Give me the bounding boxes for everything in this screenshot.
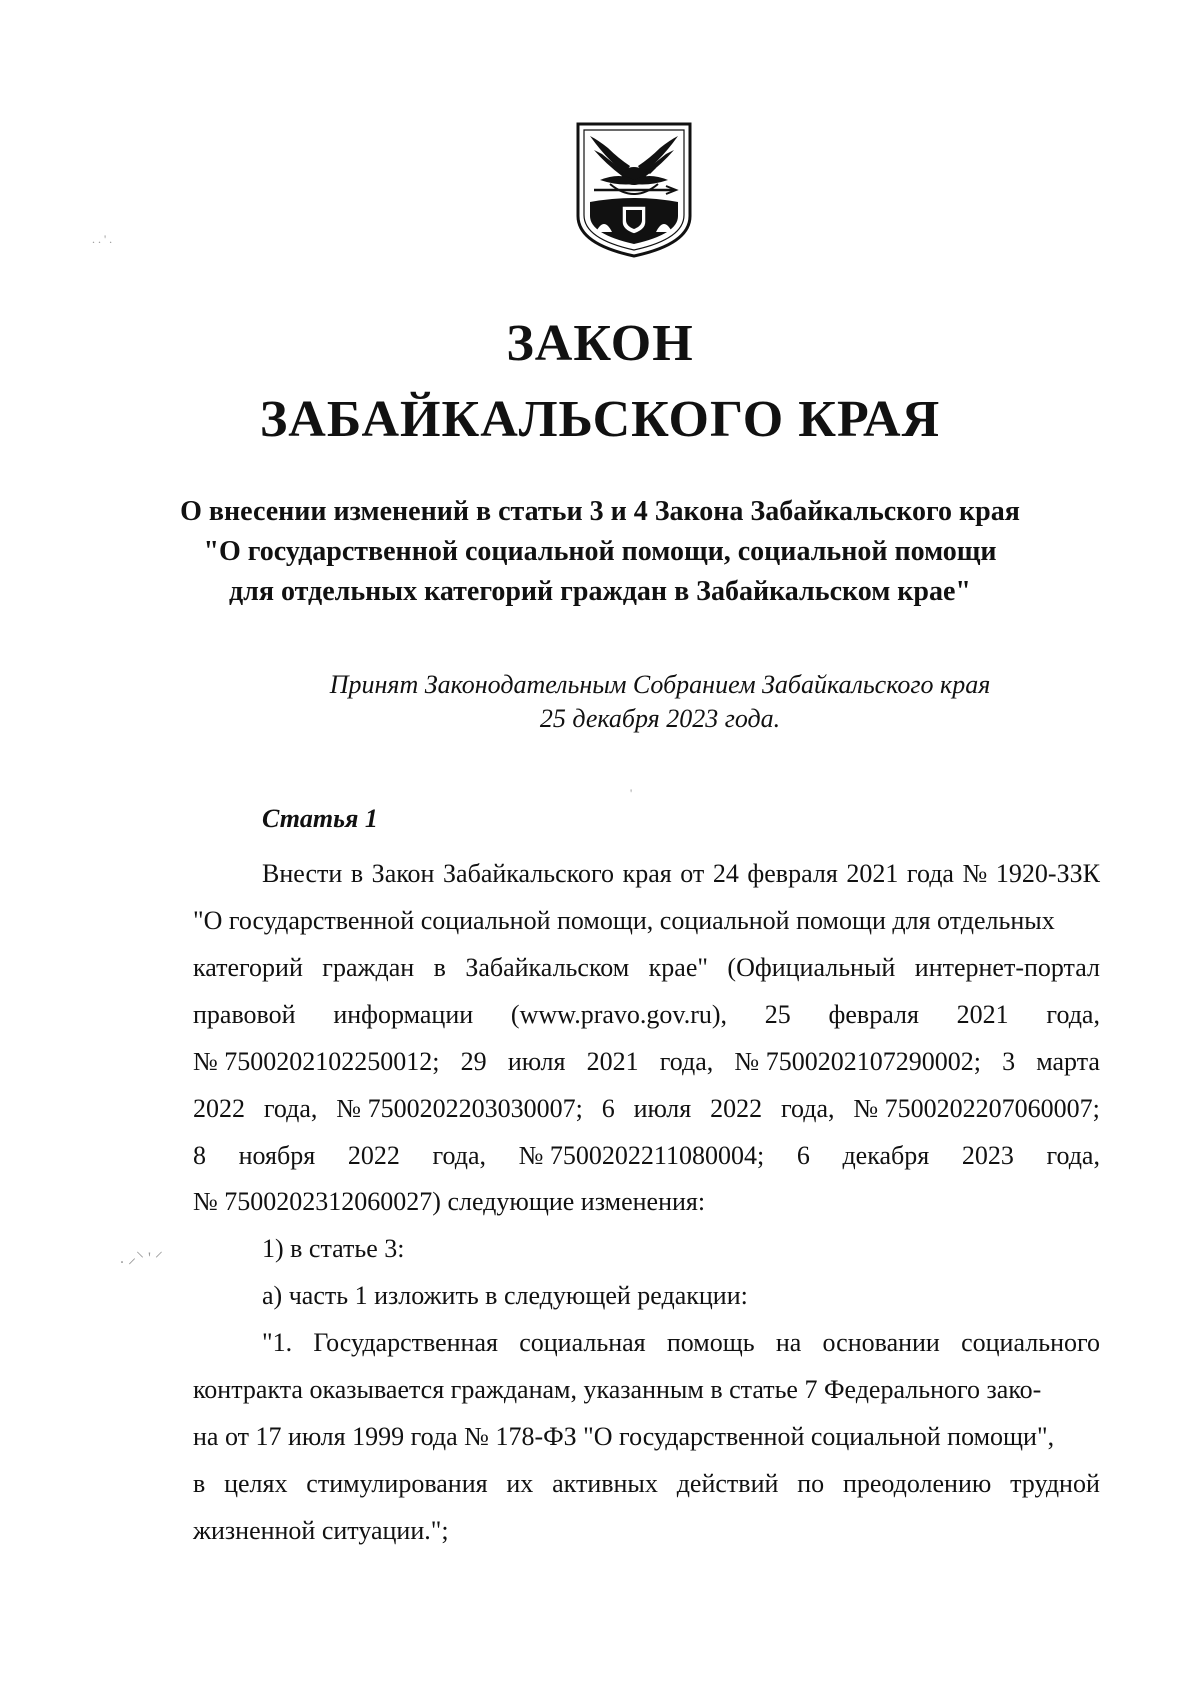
intro-word: 2022 <box>193 1094 245 1123</box>
quote-word: на от 17 июля 1999 года № 178-ФЗ "О государственной социальной помощи", <box>193 1422 1055 1451</box>
quote-line <box>193 1319 1100 1366</box>
intro-word: информации <box>333 1000 474 1029</box>
intro-word: 8 <box>193 1141 206 1170</box>
scan-speck: ' <box>630 786 633 800</box>
quote-word: контракта оказывается гражданам, указанным в статье 7 Федерального зако- <box>193 1375 1042 1404</box>
quote-word: основании <box>822 1328 940 1357</box>
intro-word: 3 <box>1002 1047 1016 1076</box>
intro-word: № 7500202107290002; <box>734 1047 981 1076</box>
adoption-line: Принят Законодательным Собранием Забайкальского края <box>329 670 991 699</box>
item-1 <box>193 1225 1100 1272</box>
intro-line <box>193 1132 1100 1179</box>
quote-last-line: жизненной ситуации."; <box>193 1516 449 1545</box>
item-1-text: 1) в статье 3: <box>262 1234 405 1263</box>
intro-word: ноября <box>238 1141 316 1170</box>
quote-word: активных <box>552 1469 658 1498</box>
quote-word: социальная <box>519 1328 646 1357</box>
quote-line <box>193 1460 1100 1507</box>
intro-word: марта <box>1036 1047 1100 1076</box>
quote-word: помощь <box>666 1328 755 1357</box>
quote-line <box>193 1366 1100 1413</box>
intro-word: июля <box>507 1047 566 1076</box>
article-heading: Статья 1 <box>262 804 378 833</box>
intro-word: 2021 <box>586 1047 639 1076</box>
adoption-note <box>300 668 1020 736</box>
quote-line <box>193 1413 1100 1460</box>
intro-word: № 7500202207060007; <box>853 1094 1100 1123</box>
intro-word: года, <box>780 1094 835 1123</box>
item-1a <box>193 1272 1100 1319</box>
quote-word: целях <box>224 1469 288 1498</box>
intro-line <box>193 1038 1100 1085</box>
intro-word: Забайкальском <box>465 953 630 982</box>
quote-word: действий <box>676 1469 779 1498</box>
intro-word: от <box>680 859 705 888</box>
quote-word: на <box>775 1328 802 1357</box>
intro-word: (www.pravo.gov.ru), <box>510 1000 728 1029</box>
intro-word: года, <box>1046 1000 1100 1029</box>
intro-line <box>193 850 1100 897</box>
intro-word: декабря <box>842 1141 930 1170</box>
coat-of-arms-emblem <box>570 120 698 260</box>
adoption-date: 25 декабря 2023 года. <box>539 704 781 733</box>
intro-word: "О государственной социальной помощи, социальной помощи для отдельных <box>193 906 1055 935</box>
intro-word: 2022 <box>710 1094 763 1123</box>
intro-word: (Официальный <box>727 953 896 982</box>
intro-last-line: № 7500202312060027) следующие изменения: <box>193 1187 706 1216</box>
quoted-amendment <box>193 1319 1100 1554</box>
intro-word: 2023 <box>961 1141 1014 1170</box>
law-region-title: ЗАБАЙКАЛЬСКОГО КРАЯ <box>259 391 941 448</box>
intro-word: 6 <box>601 1094 615 1123</box>
intro-word: категорий <box>193 953 303 982</box>
quote-word: Государственная <box>313 1328 498 1357</box>
quote-word: "1. <box>262 1328 293 1357</box>
intro-word: № <box>962 859 988 888</box>
intro-word: 6 <box>796 1141 810 1170</box>
intro-word: февраля <box>747 859 838 888</box>
quote-word: их <box>506 1469 534 1498</box>
intro-word: 25 <box>764 1000 791 1029</box>
intro-word: февраля <box>828 1000 919 1029</box>
quote-word: трудной <box>1010 1469 1100 1498</box>
intro-line <box>193 991 1100 1038</box>
intro-word: крае" <box>648 953 708 982</box>
quote-word: по <box>797 1469 825 1498</box>
intro-word: Внести <box>262 859 343 888</box>
intro-word: года <box>906 859 954 888</box>
subject-line: "О государственной социальной помощи, социальной помощи <box>203 536 997 567</box>
intro-line <box>193 897 1100 944</box>
intro-word: интернет-портал <box>914 953 1100 982</box>
intro-word: 2021 <box>956 1000 1009 1029</box>
intro-word: года, <box>659 1047 714 1076</box>
item-1-line <box>193 1178 1100 1225</box>
intro-word: 29 <box>460 1047 487 1076</box>
intro-word: Закон <box>371 859 435 888</box>
law-subject <box>150 492 1050 612</box>
scan-speck: . . ' . <box>92 232 113 246</box>
law-title: ЗАКОН <box>506 315 694 372</box>
subject-line: для отдельных категорий граждан в Забайкальском крае" <box>229 576 971 607</box>
intro-word: № 7500202102250012; <box>193 1047 440 1076</box>
intro-word: июля <box>633 1094 692 1123</box>
intro-word: правовой <box>193 1000 296 1029</box>
intro-word: 2021 <box>846 859 899 888</box>
intro-word: № 7500202211080004; <box>518 1141 765 1170</box>
quote-word: в <box>193 1469 206 1498</box>
intro-word: граждан <box>322 953 415 982</box>
article-intro-paragraph <box>193 850 1100 1179</box>
intro-word: 2022 <box>347 1141 400 1170</box>
intro-line <box>193 1085 1100 1132</box>
article-items <box>193 1178 1100 1319</box>
intro-word: в <box>350 859 364 888</box>
intro-word: 24 <box>712 859 739 888</box>
intro-line <box>193 944 1100 991</box>
intro-word: № 7500202203030007; <box>336 1094 583 1123</box>
intro-word: года, <box>432 1141 486 1170</box>
intro-word: года, <box>263 1094 318 1123</box>
intro-word: в <box>433 953 446 982</box>
scan-speck: . ⸝⸌ ' ⸍ <box>120 1250 163 1267</box>
item-1a-text: а) часть 1 изложить в следующей редакции: <box>262 1281 748 1310</box>
quote-word: преодолению <box>842 1469 992 1498</box>
intro-word: Забайкальского <box>443 859 614 888</box>
quote-word: стимулирования <box>306 1469 488 1498</box>
intro-word: края <box>622 859 672 888</box>
quote-word: социального <box>961 1328 1100 1357</box>
intro-word: года, <box>1046 1141 1100 1170</box>
subject-line: О внесении изменений в статьи 3 и 4 Закона Забайкальского края <box>180 496 1020 527</box>
intro-word: 1920-ЗЗК <box>995 859 1100 888</box>
